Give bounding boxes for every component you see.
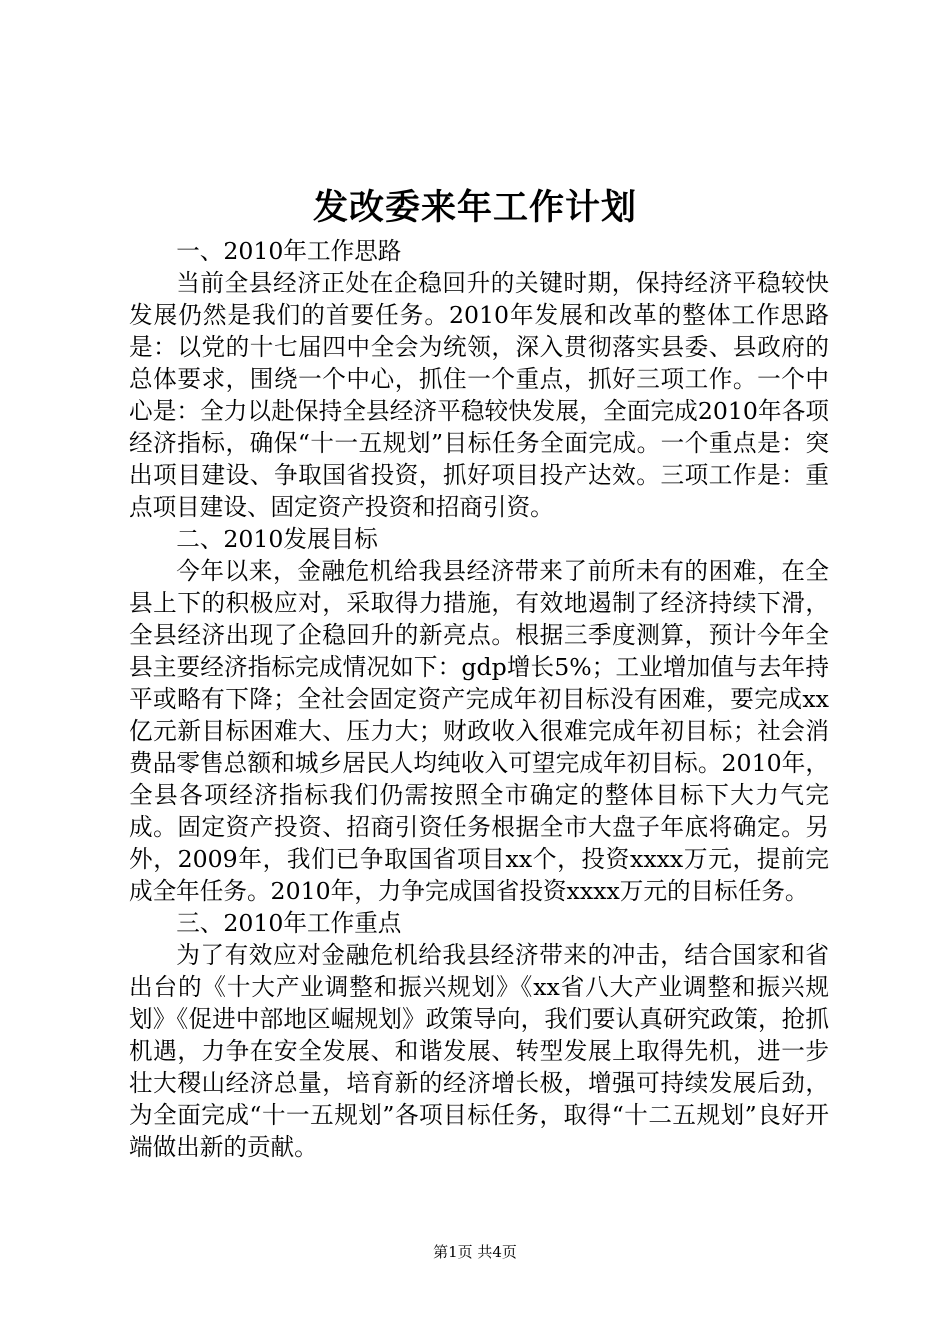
section-paragraph-1: 当前全县经济正处在企稳回升的关键时期，保持经济平稳较快发展仍然是我们的首要任务。2010年发展和改革的整体工作思路是：以党的十七届四中全会为统领，深入贯彻落实县委、县政府的总体要求，围绕一个中心，抓住一个重点，抓好三项工作。一个中心是：全力以赴保持全县经济平稳较快发展，全面完成2010年各项经济指标，确保“十一五规划”目标任务全面完成。一个重点是：突出项目建设、争取国省投资，抓好项目投产达效。三项工作是：重点项目建设、固定资产投资和招商引资。 (129, 269, 829, 521)
page-footer: 第1页 共4页 (433, 1243, 517, 1261)
section-heading-1: 一、2010年工作思路 (176, 237, 402, 265)
section-heading-3: 三、2010年工作重点 (176, 909, 402, 937)
document-body (129, 235, 829, 1163)
document-title: 发改委来年工作计划 (312, 187, 637, 228)
section-heading-2: 二、2010发展目标 (176, 525, 378, 553)
section-paragraph-3: 为了有效应对金融危机给我县经济带来的冲击，结合国家和省出台的《十大产业调整和振兴规划》《xx省八大产业调整和振兴规划》《促进中部地区崛规划》政策导向，我们要认真研究政策，抢抓机遇，力争在安全发展、和谐发展、转型发展上取得先机，进一步壮大稷山经济总量，培育新的经济增长极，增强可持续发展后劲，为全面完成“十一五规划”各项目标任务，取得“十二五规划”良好开端做出新的贡献。 (129, 941, 829, 1161)
section-paragraph-2: 今年以来，金融危机给我县经济带来了前所未有的困难，在全县上下的积极应对，采取得力措施，有效地遏制了经济持续下滑，全县经济出现了企稳回升的新亮点。根据三季度测算，预计今年全县主要经济指标完成情况如下：gdp增长5%；工业增加值与去年持平或略有下降；全社会固定资产完成年初目标没有困难，要完成xx亿元新目标困难大、压力大；财政收入很难完成年初目标；社会消费品零售总额和城乡居民人均纯收入可望完成年初目标。2010年，全县各项经济指标我们仍需按照全市确定的整体目标下大力气完成。固定资产投资、招商引资任务根据全市大盘子年底将确定。另外，2009年，我们已争取国省项目xx个，投资xxxx万元，提前完成全年任务。2010年，力争完成国省投资xxxx万元的目标任务。 (129, 557, 829, 905)
